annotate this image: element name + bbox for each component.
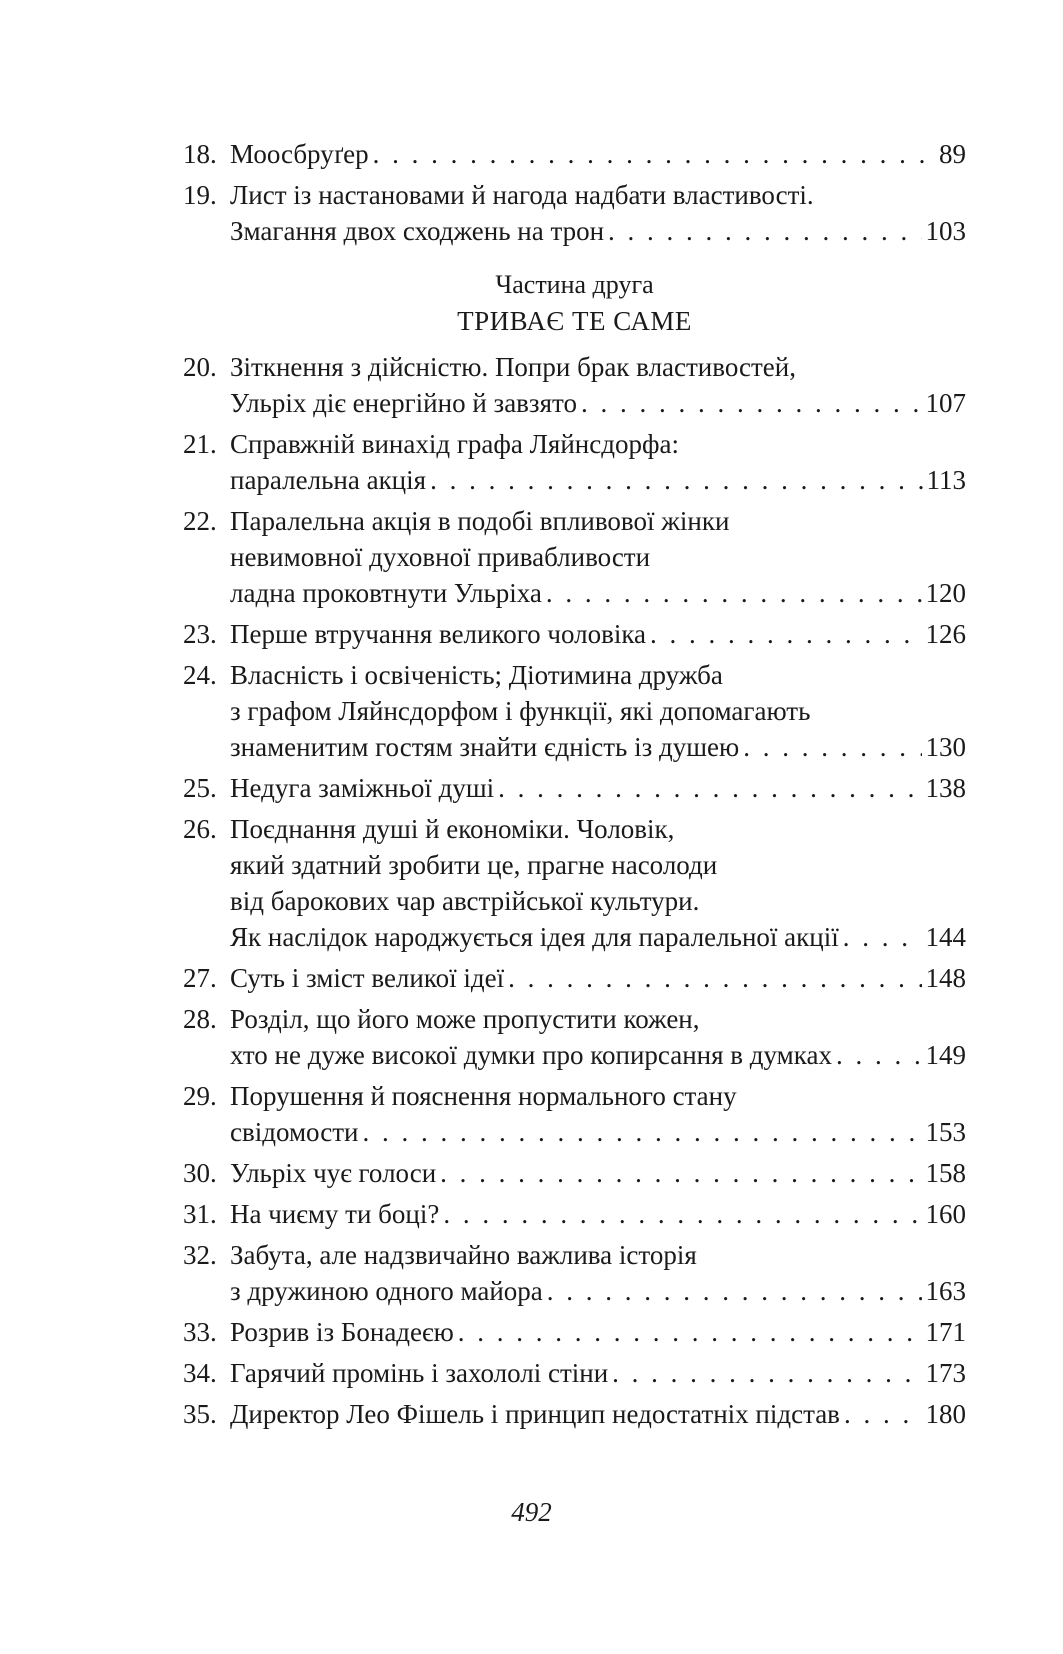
chapter-title bbox=[230, 349, 966, 421]
page-reference: 158 bbox=[925, 1158, 966, 1188]
chapter-number: 19. bbox=[183, 180, 217, 210]
page-reference: 180 bbox=[925, 1399, 966, 1429]
chapter-title-line: Справжній винахід графа Ляйнсдорфа: bbox=[230, 429, 679, 459]
chapter-number: 30. bbox=[183, 1158, 217, 1188]
dot-leader bbox=[743, 729, 921, 765]
toc-entry bbox=[183, 770, 966, 806]
toc-entry bbox=[183, 1237, 966, 1309]
chapter-number: 18. bbox=[183, 139, 217, 169]
page-reference: 144 bbox=[925, 922, 966, 952]
toc-entry bbox=[183, 1196, 966, 1232]
chapter-number: 31. bbox=[183, 1199, 217, 1229]
dot-leader bbox=[362, 1114, 921, 1150]
page-reference: 149 bbox=[925, 1040, 966, 1070]
chapter-title bbox=[230, 426, 966, 498]
dot-leader bbox=[430, 462, 922, 498]
page-number: 492 bbox=[511, 1497, 552, 1527]
chapter-title bbox=[230, 657, 966, 765]
table-of-contents bbox=[183, 136, 966, 1437]
chapter-title-line bbox=[230, 1355, 966, 1391]
chapter-title-line bbox=[230, 616, 966, 652]
chapter-title-text: Як наслідок народжується ідея для паралельної акції bbox=[230, 922, 839, 952]
chapter-title-line bbox=[230, 462, 966, 498]
dot-leader bbox=[547, 1273, 922, 1309]
dot-leader bbox=[443, 1196, 921, 1232]
chapter-title-line bbox=[230, 1037, 966, 1073]
chapter-number: 23. bbox=[183, 619, 217, 649]
page-reference: 148 bbox=[925, 963, 966, 993]
part-label: Частина друга bbox=[495, 270, 654, 299]
dot-leader bbox=[546, 575, 922, 611]
chapter-title bbox=[230, 1237, 966, 1309]
chapter-title-line: Порушення й пояснення нормального стану bbox=[230, 1081, 737, 1111]
toc-entry bbox=[183, 657, 966, 765]
page-reference: 153 bbox=[925, 1117, 966, 1147]
chapter-title-line bbox=[230, 1155, 966, 1191]
chapter-title-text: Суть і зміст великої ідеї bbox=[230, 963, 505, 993]
dot-leader bbox=[581, 385, 922, 421]
toc-entry bbox=[183, 1078, 966, 1150]
chapter-number: 35. bbox=[183, 1399, 217, 1429]
chapter-title bbox=[230, 1196, 966, 1232]
dot-leader bbox=[440, 1155, 921, 1191]
part-title: ТРИВАЄ ТЕ САМЕ bbox=[457, 306, 692, 336]
page-reference: 163 bbox=[925, 1276, 966, 1306]
toc-entry bbox=[183, 136, 966, 172]
chapter-title-text: хто не дуже високої думки про копирсання в думках bbox=[230, 1040, 832, 1070]
dot-leader bbox=[498, 770, 921, 806]
chapter-title-line bbox=[230, 1396, 966, 1432]
chapter-title bbox=[230, 1396, 966, 1432]
chapter-title-text: ладна проковтнути Ульріха bbox=[230, 578, 542, 608]
chapter-title-line: з графом Ляйнсдорфом і функції, які допомагають bbox=[230, 696, 811, 726]
chapter-title bbox=[230, 1155, 966, 1191]
chapter-title-text: Директор Лео Фішель і принцип недостатніх підстав bbox=[230, 1399, 840, 1429]
chapter-title-line: Зіткнення з дійсністю. Попри брак властивостей, bbox=[230, 352, 796, 382]
toc-entry bbox=[183, 616, 966, 652]
chapter-title-text: Моосбруґер bbox=[230, 139, 369, 169]
chapter-title-line bbox=[230, 919, 966, 955]
toc-entry bbox=[183, 426, 966, 498]
chapter-number: 33. bbox=[183, 1317, 217, 1347]
chapter-title-line bbox=[230, 1314, 966, 1350]
chapter-title-line: Лист із настановами й нагода надбати властивості. bbox=[230, 180, 814, 210]
toc-entry bbox=[183, 349, 966, 421]
chapter-number: 20. bbox=[183, 352, 217, 382]
chapter-title-line bbox=[230, 575, 966, 611]
chapter-title-line: невимовної духовної привабливости bbox=[230, 542, 651, 572]
dot-leader bbox=[843, 919, 922, 955]
chapter-title-text: свідомости bbox=[230, 1117, 359, 1147]
chapter-title-text: Гарячий промінь і захололі стіни bbox=[230, 1358, 609, 1388]
chapter-title-text: Розрив із Бонадеєю bbox=[230, 1317, 454, 1347]
chapter-number: 21. bbox=[183, 429, 217, 459]
chapter-number: 25. bbox=[183, 773, 217, 803]
page-reference: 107 bbox=[925, 388, 966, 418]
dot-leader bbox=[458, 1314, 922, 1350]
chapter-number: 22. bbox=[183, 506, 217, 536]
toc-entry bbox=[183, 811, 966, 955]
chapter-number: 26. bbox=[183, 814, 217, 844]
chapter-title bbox=[230, 177, 966, 249]
toc-entries-part-one bbox=[183, 136, 966, 249]
chapter-title-text: Недуга заміжньої душі bbox=[230, 773, 495, 803]
toc-entry bbox=[183, 503, 966, 611]
chapter-title bbox=[230, 1001, 966, 1073]
chapter-title bbox=[230, 1355, 966, 1391]
chapter-title-text: паралельна акція bbox=[230, 465, 427, 495]
chapter-title-line bbox=[230, 385, 966, 421]
chapter-title-text: знаменитим гостям знайти єдність із душею bbox=[230, 732, 740, 762]
toc-entry bbox=[183, 1396, 966, 1432]
chapter-number: 24. bbox=[183, 660, 217, 690]
page-reference: 173 bbox=[925, 1358, 966, 1388]
chapter-title bbox=[230, 616, 966, 652]
chapter-title bbox=[230, 1314, 966, 1350]
chapter-title-line: Поєднання душі й економіки. Чоловік, bbox=[230, 814, 675, 844]
chapter-title-line bbox=[230, 136, 966, 172]
page-reference: 89 bbox=[939, 139, 966, 169]
page-reference: 113 bbox=[926, 465, 966, 495]
chapter-title-line bbox=[230, 1196, 966, 1232]
page-reference: 120 bbox=[925, 578, 966, 608]
toc-entry bbox=[183, 1355, 966, 1391]
chapter-title-text: На чиєму ти боці? bbox=[230, 1199, 440, 1229]
chapter-title bbox=[230, 770, 966, 806]
toc-entry bbox=[183, 1314, 966, 1350]
page-reference: 130 bbox=[925, 732, 966, 762]
chapter-title-text: з дружиною одного майора bbox=[230, 1276, 543, 1306]
chapter-title bbox=[230, 503, 966, 611]
toc-entry bbox=[183, 1001, 966, 1073]
chapter-title bbox=[230, 136, 966, 172]
chapter-title-line bbox=[230, 213, 966, 249]
toc-entry bbox=[183, 1155, 966, 1191]
chapter-title-line: Розділ, що його може пропустити кожен, bbox=[230, 1004, 700, 1034]
part-heading bbox=[183, 267, 966, 339]
chapter-title-text: Змагання двох сходжень на трон bbox=[230, 216, 605, 246]
chapter-title-line bbox=[230, 770, 966, 806]
page-reference: 138 bbox=[925, 773, 966, 803]
dot-leader bbox=[844, 1396, 922, 1432]
toc-entry bbox=[183, 177, 966, 249]
chapter-title-line: Паралельна акція в подобі впливової жінки bbox=[230, 506, 730, 536]
dot-leader bbox=[650, 616, 921, 652]
page-reference: 160 bbox=[925, 1199, 966, 1229]
dot-leader bbox=[608, 213, 921, 249]
chapter-number: 29. bbox=[183, 1081, 217, 1111]
chapter-title-line bbox=[230, 1114, 966, 1150]
chapter-number: 32. bbox=[183, 1240, 217, 1270]
page-reference: 103 bbox=[925, 216, 966, 246]
chapter-number: 27. bbox=[183, 963, 217, 993]
chapter-number: 28. bbox=[183, 1004, 217, 1034]
toc-entry bbox=[183, 960, 966, 996]
chapter-title-line bbox=[230, 729, 966, 765]
chapter-title-line: який здатний зробити це, прагне насолоди bbox=[230, 850, 718, 880]
page-reference: 126 bbox=[925, 619, 966, 649]
chapter-title-text: Ульріх діє енергійно й завзято bbox=[230, 388, 577, 418]
toc-entries-part-two bbox=[183, 349, 966, 1432]
chapter-title bbox=[230, 811, 966, 955]
page-reference: 171 bbox=[925, 1317, 966, 1347]
chapter-title-line: Забута, але надзвичайно важлива історія bbox=[230, 1240, 697, 1270]
dot-leader bbox=[612, 1355, 921, 1391]
chapter-number: 34. bbox=[183, 1358, 217, 1388]
chapter-title-text: Перше втручання великого чоловіка bbox=[230, 619, 647, 649]
chapter-title bbox=[230, 960, 966, 996]
dot-leader bbox=[373, 136, 935, 172]
chapter-title-line: Власність і освіченість; Діотимина дружба bbox=[230, 660, 723, 690]
chapter-title-line: від барокових чар австрійської культури. bbox=[230, 886, 700, 916]
dot-leader bbox=[508, 960, 921, 996]
chapter-title-line bbox=[230, 1273, 966, 1309]
chapter-title-line bbox=[230, 960, 966, 996]
dot-leader bbox=[836, 1037, 922, 1073]
chapter-title bbox=[230, 1078, 966, 1150]
chapter-title-text: Ульріх чує голоси bbox=[230, 1158, 437, 1188]
